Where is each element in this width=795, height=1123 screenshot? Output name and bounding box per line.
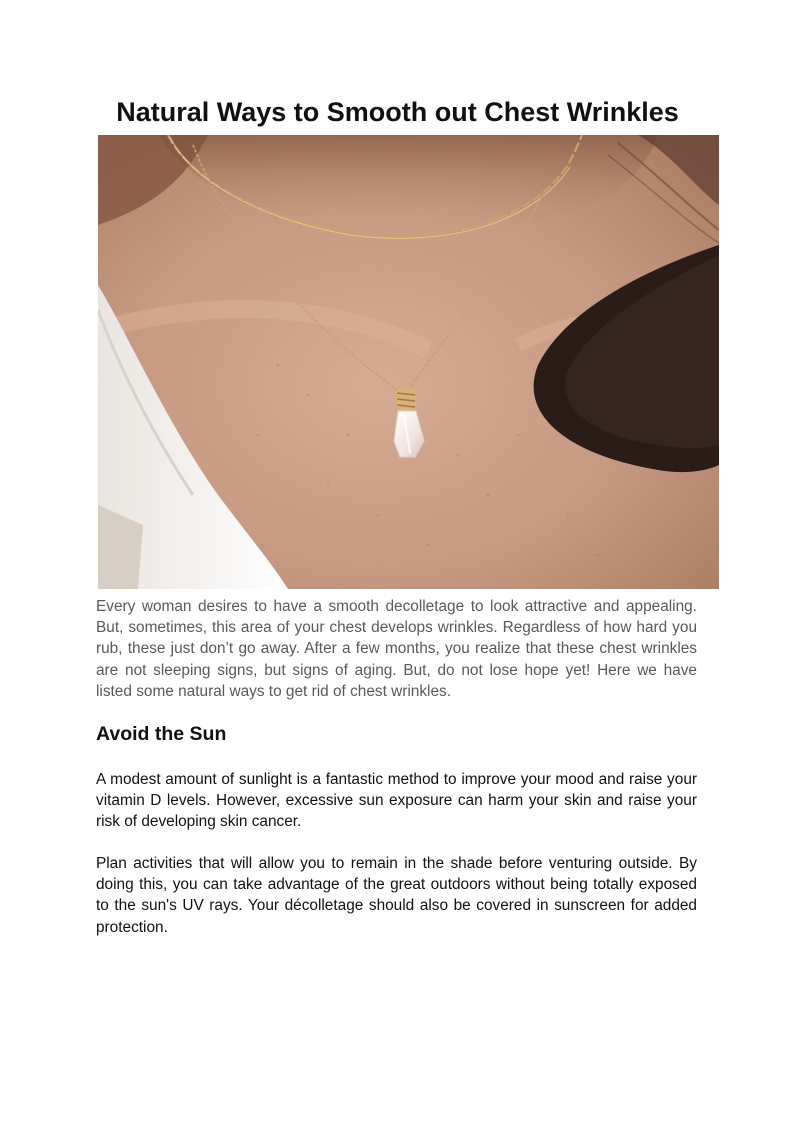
- article-title: Natural Ways to Smooth out Chest Wrinkles: [116, 97, 679, 127]
- hero-image: [98, 135, 719, 589]
- section-heading: Avoid the Sun: [96, 723, 227, 745]
- section-paragraph: Plan activities that will allow you to remain in the shade before venturing outside. By doing this, you can take advantage of the great outdoors without being totally exposed to the sun's UV rays. Your décolletage should also be covered in sunscreen for added protection.: [96, 855, 697, 936]
- section-paragraph: A modest amount of sunlight is a fantastic method to improve your mood and raise your vitamin D levels. However, excessive sun exposure can harm your skin and raise your risk of developing skin cancer.: [96, 771, 697, 831]
- intro-paragraph: Every woman desires to have a smooth decolletage to look attractive and appealing. But, sometimes, this area of your chest develops wrinkles. Regardless of how hard you rub, these just don’t go away. After a few months, you realize that these chest wrinkles are not sleeping signs, but signs of aging. But, do not lose hope yet! Here we have listed some natural ways to get rid of chest wrinkles.: [96, 598, 697, 700]
- necklace-photo-icon: [98, 135, 719, 589]
